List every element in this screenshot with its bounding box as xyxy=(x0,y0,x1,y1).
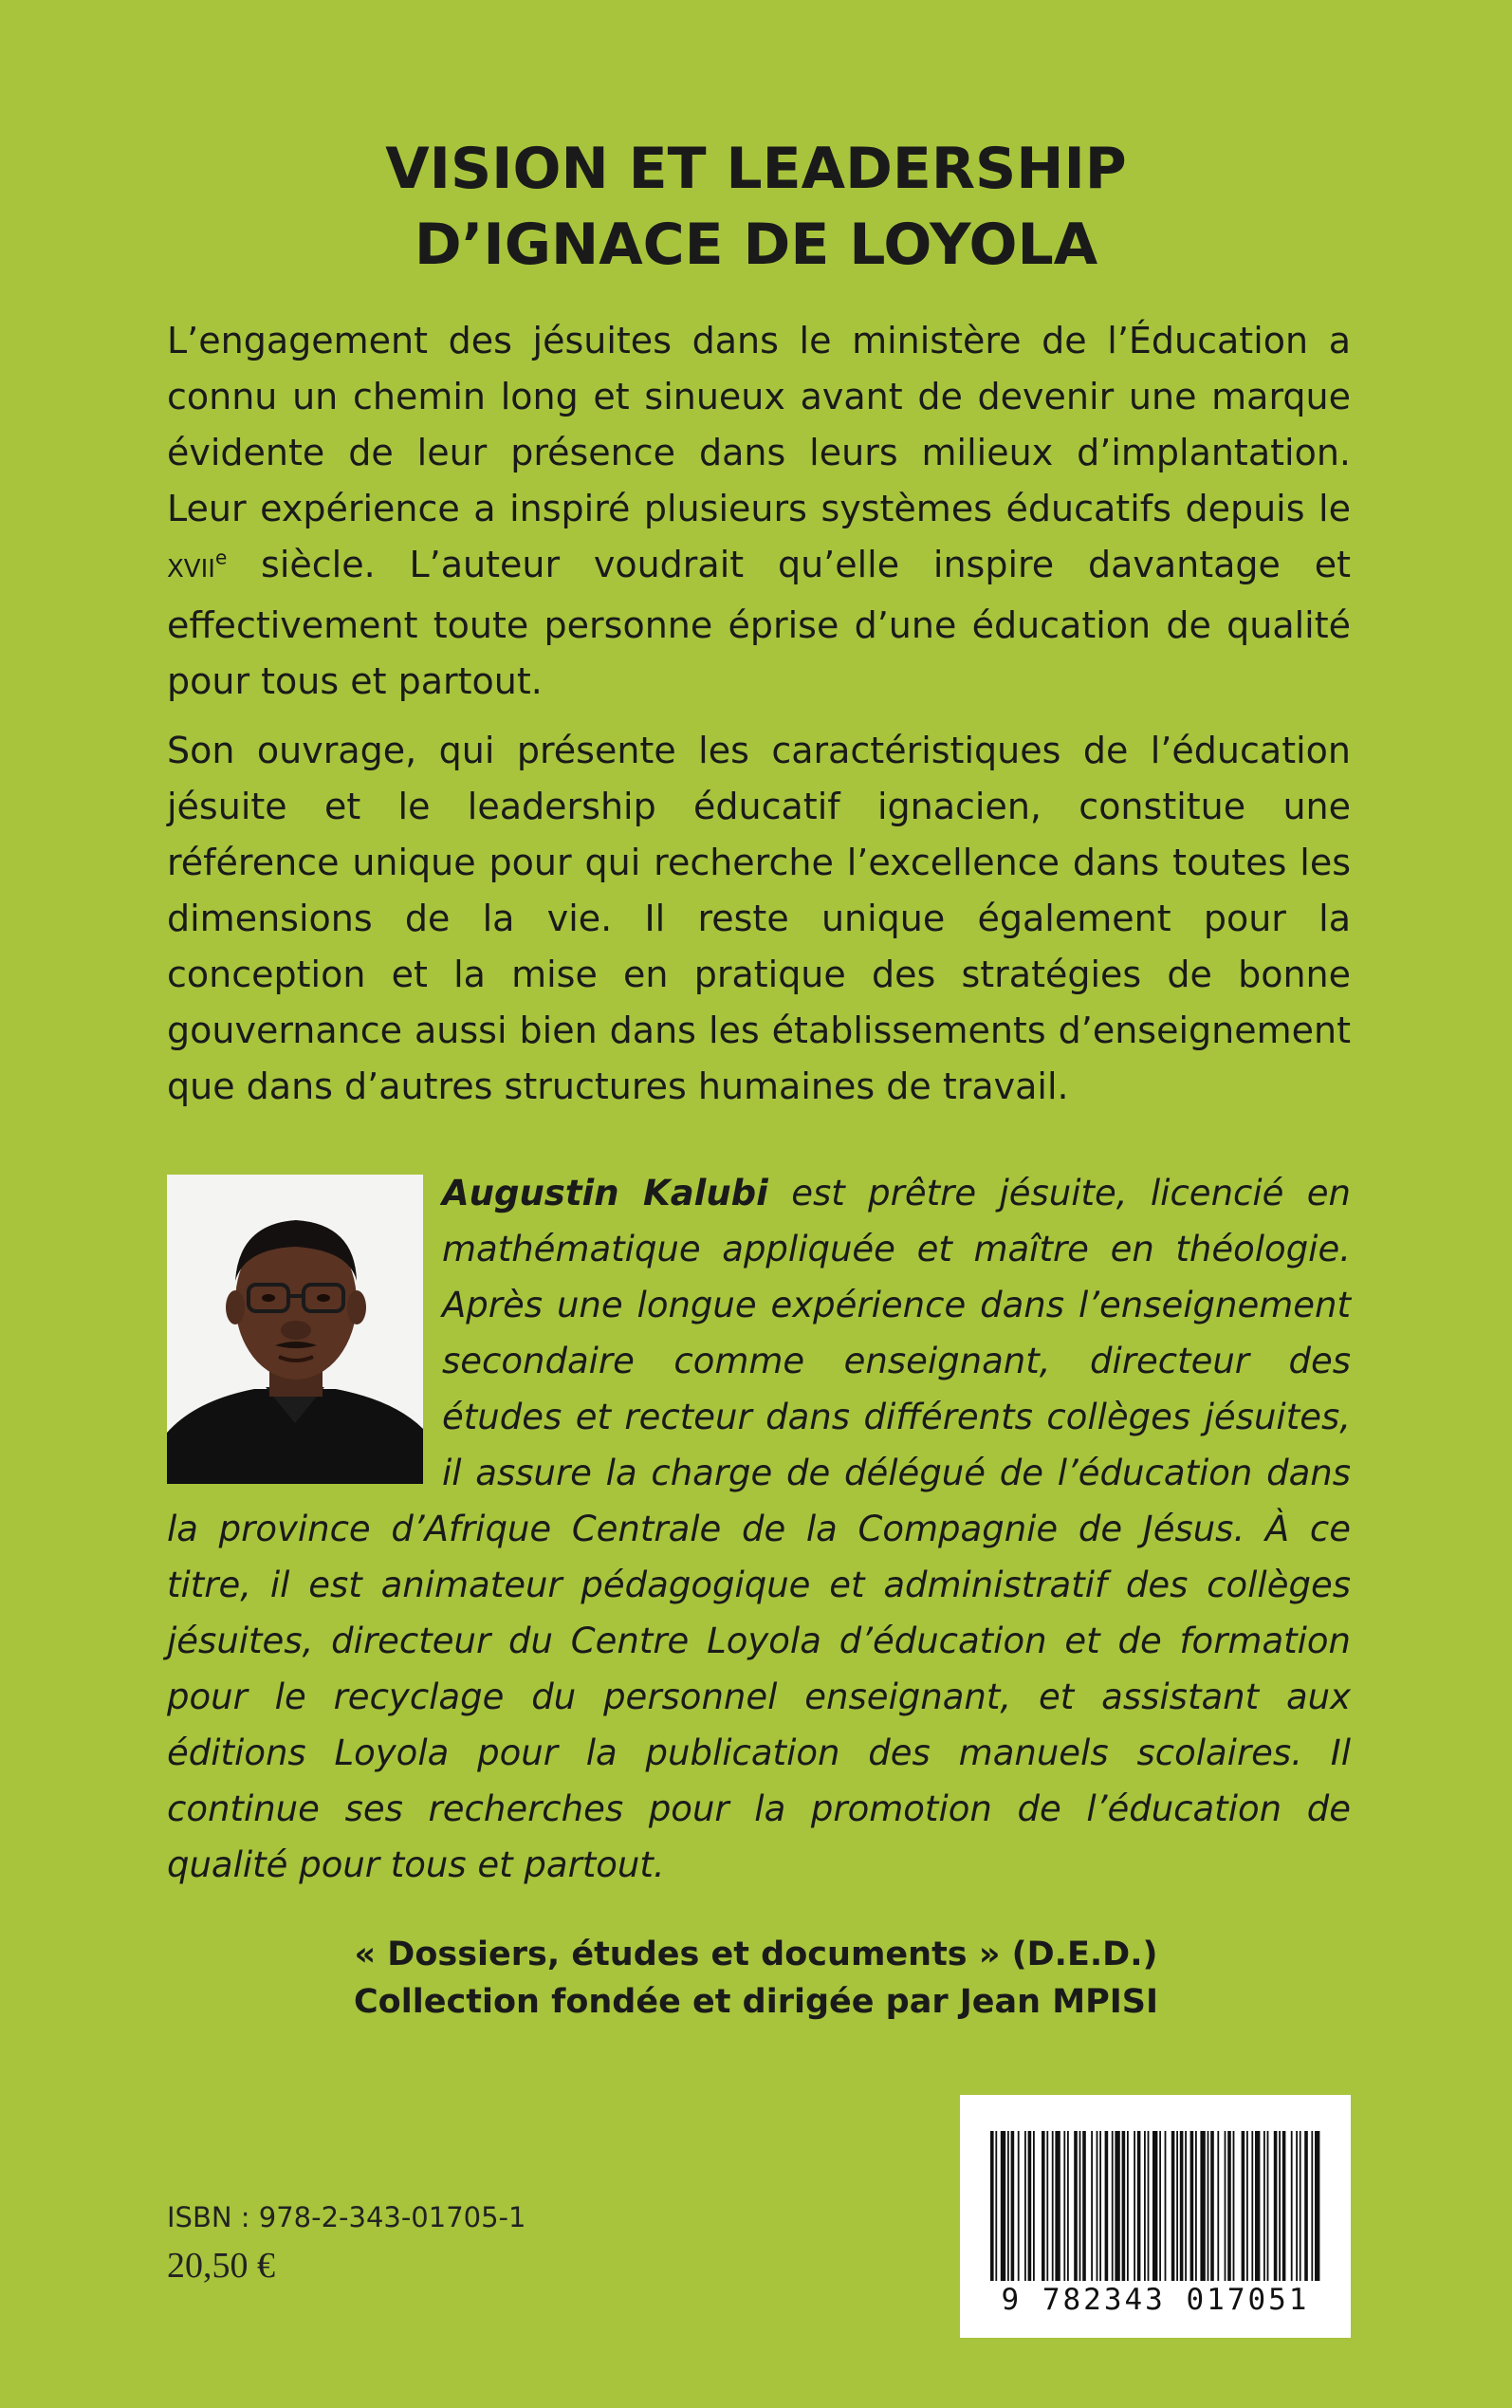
barcode-bar xyxy=(1105,2131,1109,2281)
barcode-bar xyxy=(1159,2131,1161,2281)
barcode-bar xyxy=(1263,2131,1265,2281)
barcode-bar xyxy=(1200,2131,1205,2281)
barcode-bar xyxy=(1063,2131,1065,2281)
barcode-bar xyxy=(1042,2131,1045,2281)
barcode-bar xyxy=(995,2131,997,2281)
barcode-bar xyxy=(1311,2131,1313,2281)
barcode-bar xyxy=(1018,2131,1020,2281)
barcode-bar xyxy=(1024,2131,1026,2281)
barcode-bar xyxy=(1176,2131,1178,2281)
barcode-bar xyxy=(1300,2131,1301,2281)
barcode-bar xyxy=(1208,2131,1209,2281)
barcode-bar xyxy=(990,2131,994,2281)
barcode-bar xyxy=(1233,2131,1235,2281)
barcode-bar xyxy=(1296,2131,1298,2281)
barcode-bar xyxy=(1165,2131,1167,2281)
barcode-bar xyxy=(1171,2131,1175,2281)
barcode-bar xyxy=(1001,2131,1005,2281)
barcode-bar xyxy=(1007,2131,1009,2281)
barcode-bar xyxy=(1251,2131,1253,2281)
barcode-bar xyxy=(1242,2131,1245,2281)
barcode-bar xyxy=(1210,2131,1214,2281)
barcode-bar xyxy=(1112,2131,1114,2281)
barcode-bar xyxy=(1074,2131,1078,2281)
series-info xyxy=(0,1931,1512,2026)
barcode-bar xyxy=(1225,2131,1226,2281)
barcode-bar xyxy=(1190,2131,1194,2281)
series-name: « Dossiers, études et documents » (D.E.D.) xyxy=(354,1936,1158,1973)
author-photo xyxy=(167,1175,423,1484)
barcode-bar xyxy=(1091,2131,1093,2281)
series-director: Collection fondée et dirigée par Jean MPISI xyxy=(354,1983,1158,2021)
barcode-digits: 9 782343 017051 xyxy=(1001,2283,1310,2317)
barcode-bar xyxy=(1180,2131,1184,2281)
century-superscript: e xyxy=(214,546,228,569)
isbn: ISBN : 978-2-343-01705-1 xyxy=(167,2201,526,2233)
barcode xyxy=(960,2095,1351,2338)
barcode-bar xyxy=(1246,2131,1248,2281)
barcode-bar xyxy=(1082,2131,1086,2281)
p1-text-after: siècle. L’auteur voudrait qu’elle inspire davantage et effectivement toute personne éprise d’une éducation de qualité pour tous et partout. xyxy=(167,544,1351,702)
barcode-bar xyxy=(1227,2131,1231,2281)
barcode-bar xyxy=(1097,2131,1098,2281)
barcode-bar xyxy=(1282,2131,1286,2281)
description-paragraph-1 xyxy=(167,313,1351,710)
barcode-bar xyxy=(1315,2131,1319,2281)
author-bio-text: est prêtre jésuite, licencié en mathématique appliquée et maître en théologie. Après une longue expérience dans l’enseignement secondaire comme enseignant, directeur des études et recteur dans différents collèges jésuites, il assure la charge de délégué de l’éducation dans la province d’Afrique Centrale de la Compagnie de Jésus. À ce titre, il est animateur pédagogique et administratif des collèges jésuites, directeur du Centre Loyola d’éducation et de formation pour le recyclage du personnel enseignant, et assistant aux éditions Loyola pour la publication des manuels scolaires. Il continue ses recherches pour la promotion de l’éducation de qualité pour tous et partout. xyxy=(167,1173,1351,1885)
barcode-bar xyxy=(1217,2131,1219,2281)
barcode-bar xyxy=(1185,2131,1187,2281)
barcode-bar xyxy=(1134,2131,1135,2281)
barcode-bar xyxy=(1115,2131,1119,2281)
century-numeral: XVII xyxy=(167,555,215,583)
barcode-bar xyxy=(1046,2131,1048,2281)
book-title xyxy=(0,131,1512,283)
barcode-bar xyxy=(1079,2131,1081,2281)
barcode-bars xyxy=(986,2131,1324,2281)
barcode-bar xyxy=(1127,2131,1129,2281)
barcode-bar xyxy=(1255,2131,1260,2281)
barcode-bar xyxy=(1291,2131,1293,2281)
barcode-bar xyxy=(1195,2131,1197,2281)
barcode-bar xyxy=(1144,2131,1146,2281)
barcode-bar xyxy=(1279,2131,1281,2281)
description-paragraph-2: Son ouvrage, qui présente les caractéristiques de l’éducation jésuite et le leadership éducatif ignacien, constitue une référence unique pour qui recherche l’excellence dans toutes les dimensions de la vie. Il reste unique également pour la conception et la mise en pratique des stratégies de bonne gouvernance aussi bien dans les établissements d’enseignement que dans d’autres structures humaines de travail. xyxy=(167,730,1351,1107)
title-line-1: VISION ET LEADERSHIP xyxy=(385,136,1127,202)
barcode-bar xyxy=(1052,2131,1054,2281)
barcode-bar xyxy=(1152,2131,1157,2281)
barcode-bar xyxy=(1067,2131,1069,2281)
p1-text-before: L’engagement des jésuites dans le ministère de l’Éducation a connu un chemin long et sinueux avant de devenir une marque évidente de leur présence dans leurs milieux d’implantation. Leur expérience a inspiré plusieurs systèmes éducatifs depuis le xyxy=(167,320,1351,529)
title-line-2: D’IGNACE DE LOYOLA xyxy=(414,212,1098,278)
barcode-bar xyxy=(1099,2131,1101,2281)
author-name: Augustin Kalubi xyxy=(442,1173,768,1213)
barcode-bar xyxy=(1011,2131,1015,2281)
barcode-bar xyxy=(1137,2131,1141,2281)
barcode-bar xyxy=(1304,2131,1308,2281)
barcode-bar xyxy=(1148,2131,1150,2281)
barcode-bar xyxy=(1267,2131,1269,2281)
barcode-bar xyxy=(1122,2131,1126,2281)
barcode-bar xyxy=(1055,2131,1060,2281)
barcode-bar xyxy=(1274,2131,1278,2281)
barcode-bar xyxy=(1033,2131,1035,2281)
price: 20,50 € xyxy=(167,2246,275,2286)
barcode-bar xyxy=(1028,2131,1032,2281)
